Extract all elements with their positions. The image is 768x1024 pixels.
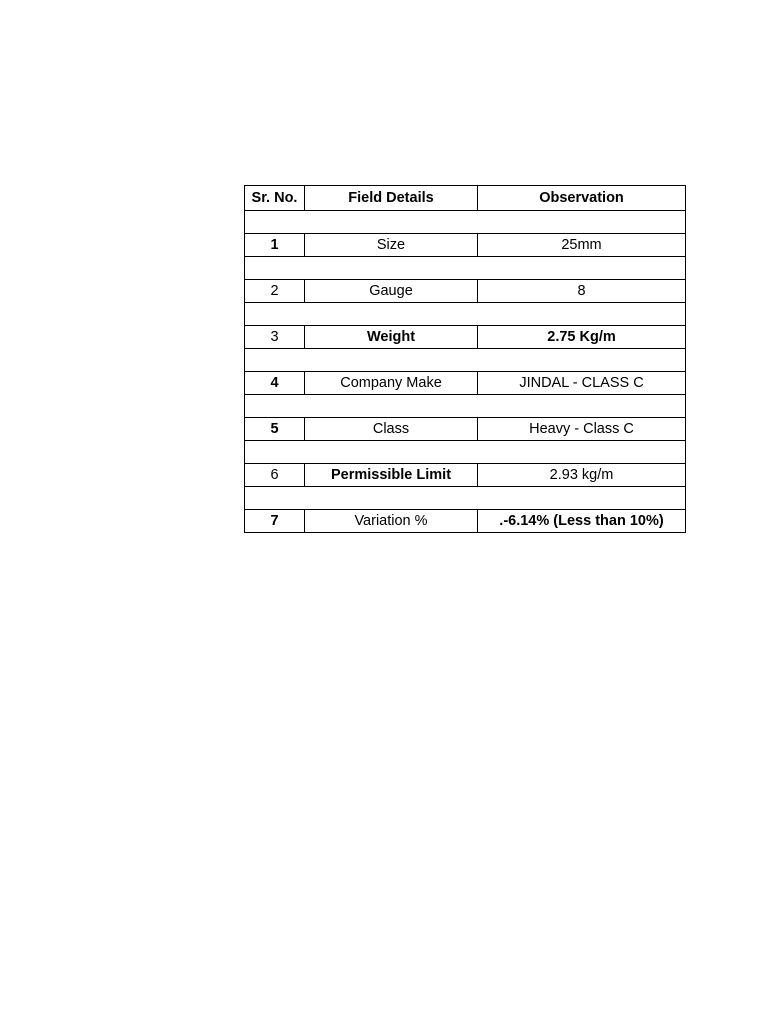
- table-row: [245, 326, 686, 349]
- row-sr-no: 7: [245, 510, 305, 533]
- row-field: Size: [305, 234, 478, 257]
- table-row: [245, 372, 686, 395]
- header-observation: Observation: [478, 186, 686, 211]
- row-observation: 8: [478, 280, 686, 303]
- table-row: [245, 418, 686, 441]
- row-observation: 25mm: [478, 234, 686, 257]
- row-sr-no: 1: [245, 234, 305, 257]
- table-row: [245, 464, 686, 487]
- row-field: Permissible Limit: [305, 464, 478, 487]
- row-observation: .-6.14% (Less than 10%): [478, 510, 686, 533]
- row-field: Class: [305, 418, 478, 441]
- row-sr-no: 2: [245, 280, 305, 303]
- row-observation: JINDAL - CLASS C: [478, 372, 686, 395]
- spacer-row: [245, 487, 686, 510]
- row-sr-no: 3: [245, 326, 305, 349]
- row-sr-no: 5: [245, 418, 305, 441]
- observation-table: [244, 185, 686, 533]
- row-field: Variation %: [305, 510, 478, 533]
- spacer-row: [245, 349, 686, 372]
- spacer-row: [245, 211, 686, 234]
- row-sr-no: 6: [245, 464, 305, 487]
- row-observation: 2.75 Kg/m: [478, 326, 686, 349]
- row-field: Company Make: [305, 372, 478, 395]
- header-field-details: Field Details: [305, 186, 478, 211]
- row-field: Gauge: [305, 280, 478, 303]
- spacer-row: [245, 395, 686, 418]
- table-row: [245, 234, 686, 257]
- header-sr-no: Sr. No.: [245, 186, 305, 211]
- row-field: Weight: [305, 326, 478, 349]
- row-observation: 2.93 kg/m: [478, 464, 686, 487]
- table-row: [245, 280, 686, 303]
- table-row: [245, 510, 686, 533]
- row-observation: Heavy - Class C: [478, 418, 686, 441]
- spacer-row: [245, 441, 686, 464]
- row-sr-no: 4: [245, 372, 305, 395]
- spacer-row: [245, 303, 686, 326]
- spacer-row: [245, 257, 686, 280]
- table-header-row: [245, 186, 686, 211]
